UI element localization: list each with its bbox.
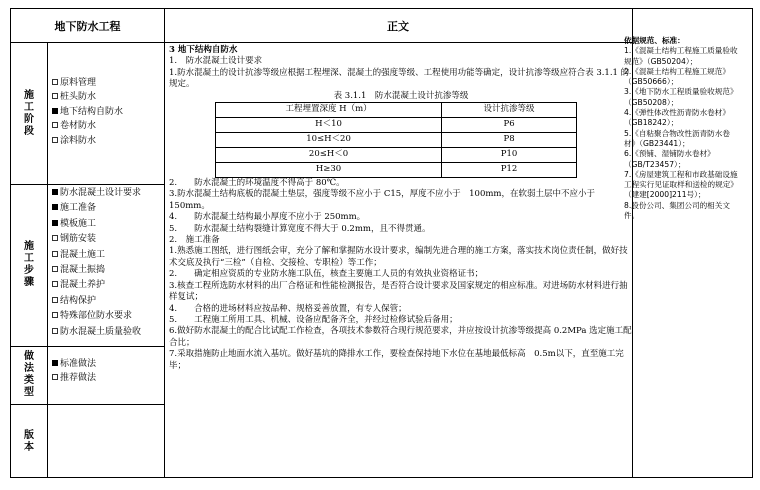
impermeability-table (215, 102, 577, 178)
checkbox-icon[interactable] (52, 220, 58, 226)
checkbox-icon[interactable] (52, 266, 58, 272)
table-cell: H≥30 (216, 163, 442, 178)
paragraph: 2. 确定相应资质的专业防水施工队伍，核查主要施工人员的有效执业资格证书； (169, 269, 484, 280)
label-divider (47, 43, 48, 477)
list-item[interactable]: 钢筋安装 (52, 232, 164, 247)
paragraph: 4. 合格的进场材料应按品种、规格妥善放置，有专人保管； (169, 303, 407, 314)
checkbox-icon[interactable] (52, 297, 58, 303)
reference-item: 5.《自粘聚合物改性沥青防水卷材》（GB23441）； (624, 128, 730, 148)
method-list (52, 357, 164, 386)
reference-item: 4.《弹性体改性沥青防水卷材》（GB18242）； (624, 108, 730, 128)
list-item[interactable]: 桩头防水 (52, 90, 164, 104)
table-row (216, 118, 577, 133)
section-heading: 3 地下结构自防水 (169, 45, 238, 55)
references (624, 36, 740, 221)
checkbox-icon[interactable] (52, 122, 58, 128)
steps-label: 施工步骤 (24, 241, 34, 288)
list-item[interactable]: 卷材防水 (52, 119, 164, 133)
checkbox-icon[interactable] (52, 137, 58, 143)
paragraph: 1.防水混凝土的设计抗渗等级应根据工程埋深、混凝土的强度等级、工程使用功能等确定，设计抗渗等级应符合表 3.1.1 的规定。 (169, 67, 630, 90)
list-item[interactable]: 原料管理 (52, 76, 164, 90)
steps-list (52, 186, 164, 340)
checkbox-icon[interactable] (52, 281, 58, 287)
paragraph: 5. 工程施工所用工具、机械、设备应配备齐全，并经过检修试验后备用； (169, 314, 458, 325)
list-item[interactable]: 混凝土振捣 (52, 263, 164, 278)
checkbox-icon[interactable] (52, 79, 58, 85)
stage-list (52, 76, 164, 148)
reference-item: 2.《混凝土结构工程施工规范》（GB50666）； (624, 66, 730, 87)
table-row (216, 148, 577, 163)
checkbox-icon[interactable] (52, 312, 58, 318)
table-cell: 20≤H＜0 (216, 148, 442, 163)
checkbox-icon[interactable] (52, 204, 58, 210)
reference-item: 6.《预铺、湿铺防水卷材》（GB/T23457）； (624, 149, 715, 169)
paragraph: 3.防水混凝土结构底板的混凝土垫层，强度等级不应小于 C15，厚度不应小于 100mm，在软弱土层中不应小于 150mm。 (169, 189, 595, 211)
list-item[interactable]: 施工准备 (52, 201, 164, 216)
list-item[interactable]: 防水混凝土质量验收 (52, 325, 164, 340)
checkbox-icon[interactable] (52, 374, 58, 380)
reference-item: 8.股份公司、集团公司的相关文件。 (624, 200, 730, 221)
list-item[interactable]: 涂料防水 (52, 134, 164, 148)
reference-item: 7.《房屋建筑工程和市政基础设施工程实行见证取样和送检的规定》（建建[2000]211号）； (624, 169, 738, 200)
checkbox-icon[interactable] (52, 189, 58, 195)
checkbox-icon[interactable] (52, 328, 58, 334)
paragraph: 2. 施工准备 (169, 235, 220, 246)
left-column-header: 地下防水工程 (11, 9, 164, 43)
table-row (216, 163, 577, 178)
list-item[interactable]: 推荐做法 (52, 371, 164, 385)
references-heading: 依据规范、标准： (624, 36, 685, 45)
list-item[interactable]: 标准做法 (52, 357, 164, 371)
main-column-header: 正文 (164, 9, 632, 43)
list-item[interactable]: 混凝土养护 (52, 278, 164, 293)
table-cell: P10 (442, 148, 577, 163)
table-cell: P8 (442, 133, 577, 148)
checkbox-icon[interactable] (52, 108, 58, 114)
paragraph: 5. 防水混凝土结构裂缝计算宽度不得大于 0.2mm，且不得贯通。 (169, 223, 431, 234)
table-cell: H＜10 (216, 118, 442, 133)
paragraph: 6.做好防水混凝土的配合比试配工作检查，各项技术参数符合现行规范要求，并应按设计抗渗等级提高 0.2MPa 选定施工配合比； (169, 326, 632, 348)
reference-item: 1.《混凝土结构工程施工质量验收规范》（GB50204）； (624, 46, 738, 66)
checkbox-icon[interactable] (52, 360, 58, 366)
list-item[interactable]: 特殊部位防水要求 (52, 309, 164, 324)
paragraph: 2. 防水混凝土的环境温度不得高于 80℃。 (169, 178, 345, 189)
method-label: 做法类型 (24, 351, 34, 398)
version-label: 版本 (24, 429, 34, 453)
table-row (216, 133, 577, 148)
list-item[interactable]: 结构保护 (52, 294, 164, 309)
paragraph: 4. 防水混凝土结构最小厚度不应小于 250mm。 (169, 212, 366, 223)
checkbox-icon[interactable] (52, 251, 58, 257)
reference-item: 3.《地下防水工程质量验收规范》（GB50208）； (624, 87, 738, 107)
table-header-cell: 工程埋置深度 H（m） (216, 103, 442, 118)
table-cell: P6 (442, 118, 577, 133)
paragraph: 7.采取措施防止地面水流入基坑。做好基坑的降排水工作，要检查保持地下水位在基地最低标高 0.5m以下，直至施工完毕； (169, 349, 624, 371)
table-header-row (216, 103, 577, 118)
list-item[interactable]: 模板施工 (52, 217, 164, 232)
stage-label: 施工阶段 (24, 89, 34, 137)
table-cell: 10≤H＜20 (216, 133, 442, 148)
main-content (169, 45, 633, 372)
list-item[interactable]: 防水混凝土设计要求 (52, 186, 164, 201)
paragraph: 1. 防水混凝土设计要求 (169, 56, 263, 67)
table-cell: P12 (442, 163, 577, 178)
list-item[interactable]: 混凝土施工 (52, 248, 164, 263)
left-column-divider (164, 9, 165, 477)
list-item[interactable]: 地下结构自防水 (52, 105, 164, 119)
checkbox-icon[interactable] (52, 93, 58, 99)
table-title: 表 3.1.1 防水混凝土设计抗渗等级 (333, 90, 469, 101)
paragraph: 1.熟悉施工图纸，进行图纸会审，充分了解和掌握防水设计要求，编制先进合理的施工方案，落实技术岗位责任制，做好技术交底及执行“三检”（自检、交接检、专职检）等工作； (169, 246, 628, 268)
table-header-cell: 设计抗渗等级 (442, 103, 577, 118)
paragraph: 3.核查工程所选防水材料的出厂合格证和性能检测报告，是否符合设计要求及国家规定的相应标准。对进场防水材料进行抽样复试； (169, 280, 628, 303)
checkbox-icon[interactable] (52, 235, 58, 241)
